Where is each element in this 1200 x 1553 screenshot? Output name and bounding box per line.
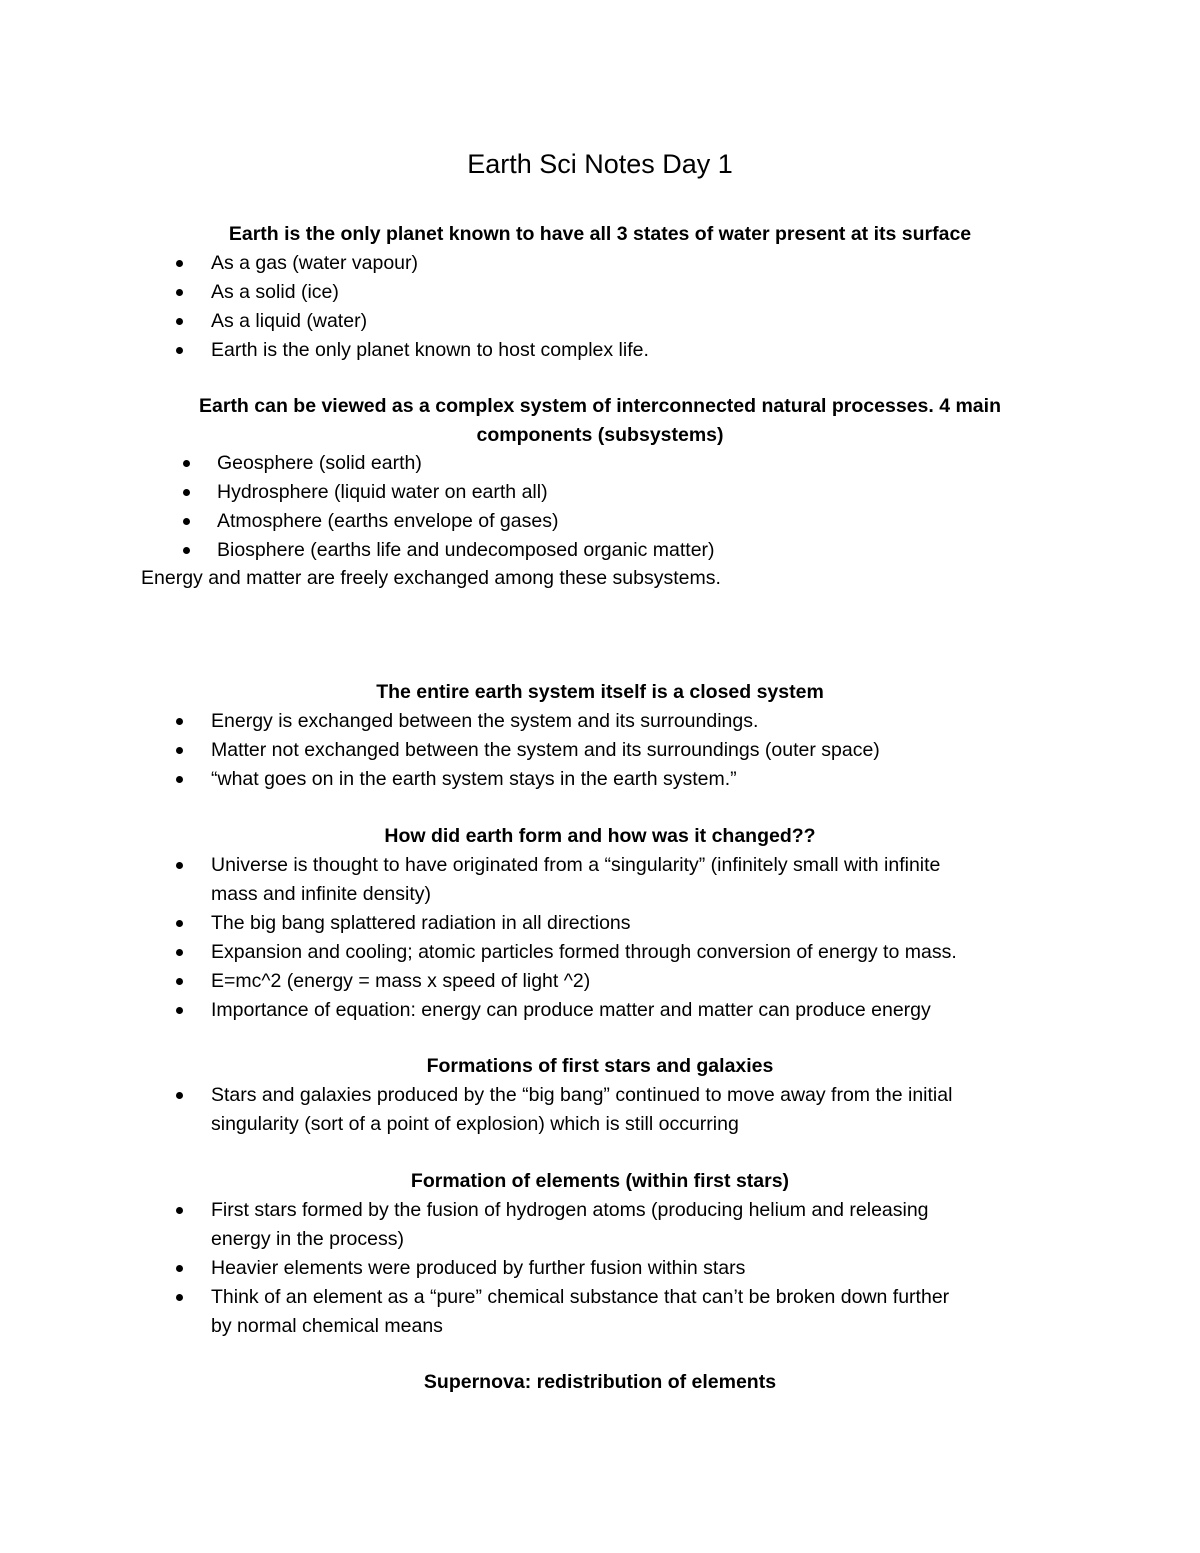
page-title: Earth Sci Notes Day 1 xyxy=(467,149,733,179)
list-item: E=mc^2 (energy = mass x speed of light ^2) xyxy=(0,967,1200,996)
list-item: Matter not exchanged between the system and its surroundings (outer space) xyxy=(0,736,1200,765)
list-item: First stars formed by the fusion of hydrogen atoms (producing helium and releasing energy in the process) xyxy=(0,1196,1200,1254)
section-note: Energy and matter are freely exchanged among these subsystems. xyxy=(141,567,721,589)
section-heading: Earth can be viewed as a complex system of interconnected natural processes. 4 main components (subsystems) xyxy=(199,395,1001,446)
bullet-icon xyxy=(176,1294,183,1301)
section-heading: How did earth form and how was it changed?? xyxy=(384,825,816,847)
bullet-icon xyxy=(176,747,183,754)
bullet-icon xyxy=(176,862,183,869)
section-heading: The entire earth system itself is a closed system xyxy=(376,681,824,703)
list-item: Biosphere (earths life and undecomposed organic matter) xyxy=(0,536,1200,565)
list-item: Energy is exchanged between the system and its surroundings. xyxy=(0,707,1200,736)
bullet-icon xyxy=(176,260,183,267)
bullet-icon xyxy=(183,518,190,525)
list-item: Importance of equation: energy can produce matter and matter can produce energy xyxy=(0,996,1200,1025)
bullet-icon xyxy=(183,460,190,467)
bullet-icon xyxy=(176,978,183,985)
bullet-icon xyxy=(176,1265,183,1272)
section-heading: Supernova: redistribution of elements xyxy=(423,1371,777,1393)
bullet-icon xyxy=(183,547,190,554)
bullet-icon xyxy=(176,776,183,783)
section-heading: Earth is the only planet known to have all 3 states of water present at its surface xyxy=(228,223,972,245)
bullet-list xyxy=(0,707,1200,794)
list-item: As a gas (water vapour) xyxy=(0,249,1200,278)
bullet-list xyxy=(0,249,1200,365)
list-item: Universe is thought to have originated from a “singularity” (infinitely small with infinite mass and infinite density) xyxy=(0,851,1200,909)
bullet-icon xyxy=(176,1092,183,1099)
bullet-icon xyxy=(176,289,183,296)
list-item: Think of an element as a “pure” chemical substance that can’t be broken down further by normal chemical means xyxy=(0,1283,1200,1341)
list-item: “what goes on in the earth system stays in the earth system.” xyxy=(0,765,1200,794)
bullet-list xyxy=(0,1196,1200,1341)
bullet-icon xyxy=(176,718,183,725)
bullet-icon xyxy=(183,489,190,496)
list-item: Earth is the only planet known to host complex life. xyxy=(0,336,1200,365)
list-item: Stars and galaxies produced by the “big bang” continued to move away from the initial singularity (sort of a point of explosion) which is still occurring xyxy=(0,1081,1200,1139)
bullet-icon xyxy=(176,1207,183,1214)
bullet-list xyxy=(0,851,1200,1025)
bullet-list xyxy=(0,1081,1200,1139)
bullet-icon xyxy=(176,1007,183,1014)
section-heading: Formation of elements (within first stars) xyxy=(410,1170,790,1192)
list-item: Hydrosphere (liquid water on earth all) xyxy=(0,478,1200,507)
bullet-icon xyxy=(176,920,183,927)
list-item: The big bang splattered radiation in all directions xyxy=(0,909,1200,938)
bullet-list xyxy=(0,449,1200,565)
section-heading: Formations of first stars and galaxies xyxy=(426,1055,774,1077)
list-item: As a solid (ice) xyxy=(0,278,1200,307)
list-item: Expansion and cooling; atomic particles formed through conversion of energy to mass. xyxy=(0,938,1200,967)
list-item: Heavier elements were produced by further fusion within stars xyxy=(0,1254,1200,1283)
list-item: Geosphere (solid earth) xyxy=(0,449,1200,478)
bullet-icon xyxy=(176,949,183,956)
list-item: As a liquid (water) xyxy=(0,307,1200,336)
bullet-icon xyxy=(176,347,183,354)
list-item: Atmosphere (earths envelope of gases) xyxy=(0,507,1200,536)
bullet-icon xyxy=(176,318,183,325)
